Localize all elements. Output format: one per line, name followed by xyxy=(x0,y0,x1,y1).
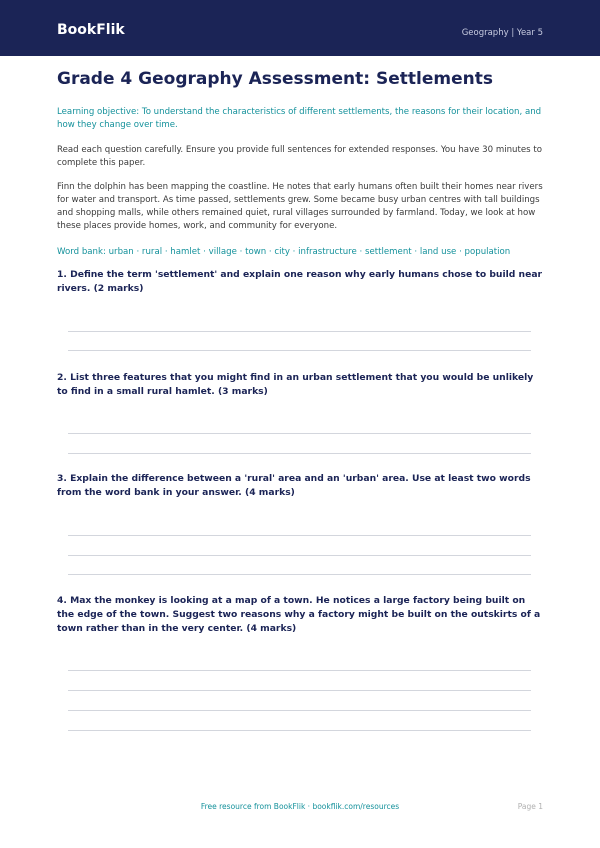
question-text: 1. Define the term 'settlement' and explain one reason why early humans chose to build near rivers. (2 marks) xyxy=(57,269,543,294)
brand-logo: BookFlik xyxy=(57,22,125,38)
page-title: Grade 4 Geography Assessment: Settlements xyxy=(57,69,493,89)
page-header xyxy=(0,0,600,56)
answer-line[interactable] xyxy=(68,453,531,454)
answer-line[interactable] xyxy=(68,730,531,731)
subject-label: Geography | Year 5 xyxy=(461,28,543,38)
answer-line[interactable] xyxy=(68,433,531,434)
answer-line[interactable] xyxy=(68,710,531,711)
answer-line[interactable] xyxy=(68,690,531,691)
question-text: 4. Max the monkey is looking at a map of a town. He notices a large factory being built on the edge of the town. Suggest two reasons why a factory might be built on the outskirts of a town rather than in the very center. (4 marks) xyxy=(57,595,541,634)
answer-line[interactable] xyxy=(68,574,531,575)
answer-line[interactable] xyxy=(68,555,531,556)
instructions: Read each question carefully. Ensure you provide full sentences for extended responses. You have 30 minutes to complete this paper. xyxy=(57,145,542,168)
question-text: 3. Explain the difference between a 'rural' area and an 'urban' area. Use at least two words from the word bank in your answer. (4 marks) xyxy=(57,473,531,498)
answer-line[interactable] xyxy=(68,670,531,671)
answer-line[interactable] xyxy=(68,535,531,536)
answer-line[interactable] xyxy=(68,331,531,332)
worksheet-content xyxy=(57,64,543,259)
story-paragraph: Finn the dolphin has been mapping the coastline. He notes that early humans often built their homes near rivers for water and transport. As time passed, settlements grew. Some became busy urban centres with tall buildings and shopping malls, while others remained quiet, rural villages surrounded by farmland. Today, we look at how these places provide homes, work, and community for everyone. xyxy=(57,182,543,231)
question-text: 2. List three features that you might find in an urban settlement that you would be unlikely to find in a small rural hamlet. (3 marks) xyxy=(57,372,534,397)
page-number: Page 1 xyxy=(517,802,543,811)
answer-line[interactable] xyxy=(68,350,531,351)
footer-link[interactable]: Free resource from BookFlik · bookflik.com/resources xyxy=(200,802,400,811)
learning-objective: Learning objective: To understand the characteristics of different settlements, the reasons for their location, and how they change over time. xyxy=(57,107,542,130)
word-bank: Word bank: urban · rural · hamlet · village · town · city · infrastructure · settlement · land use · population xyxy=(57,247,511,257)
